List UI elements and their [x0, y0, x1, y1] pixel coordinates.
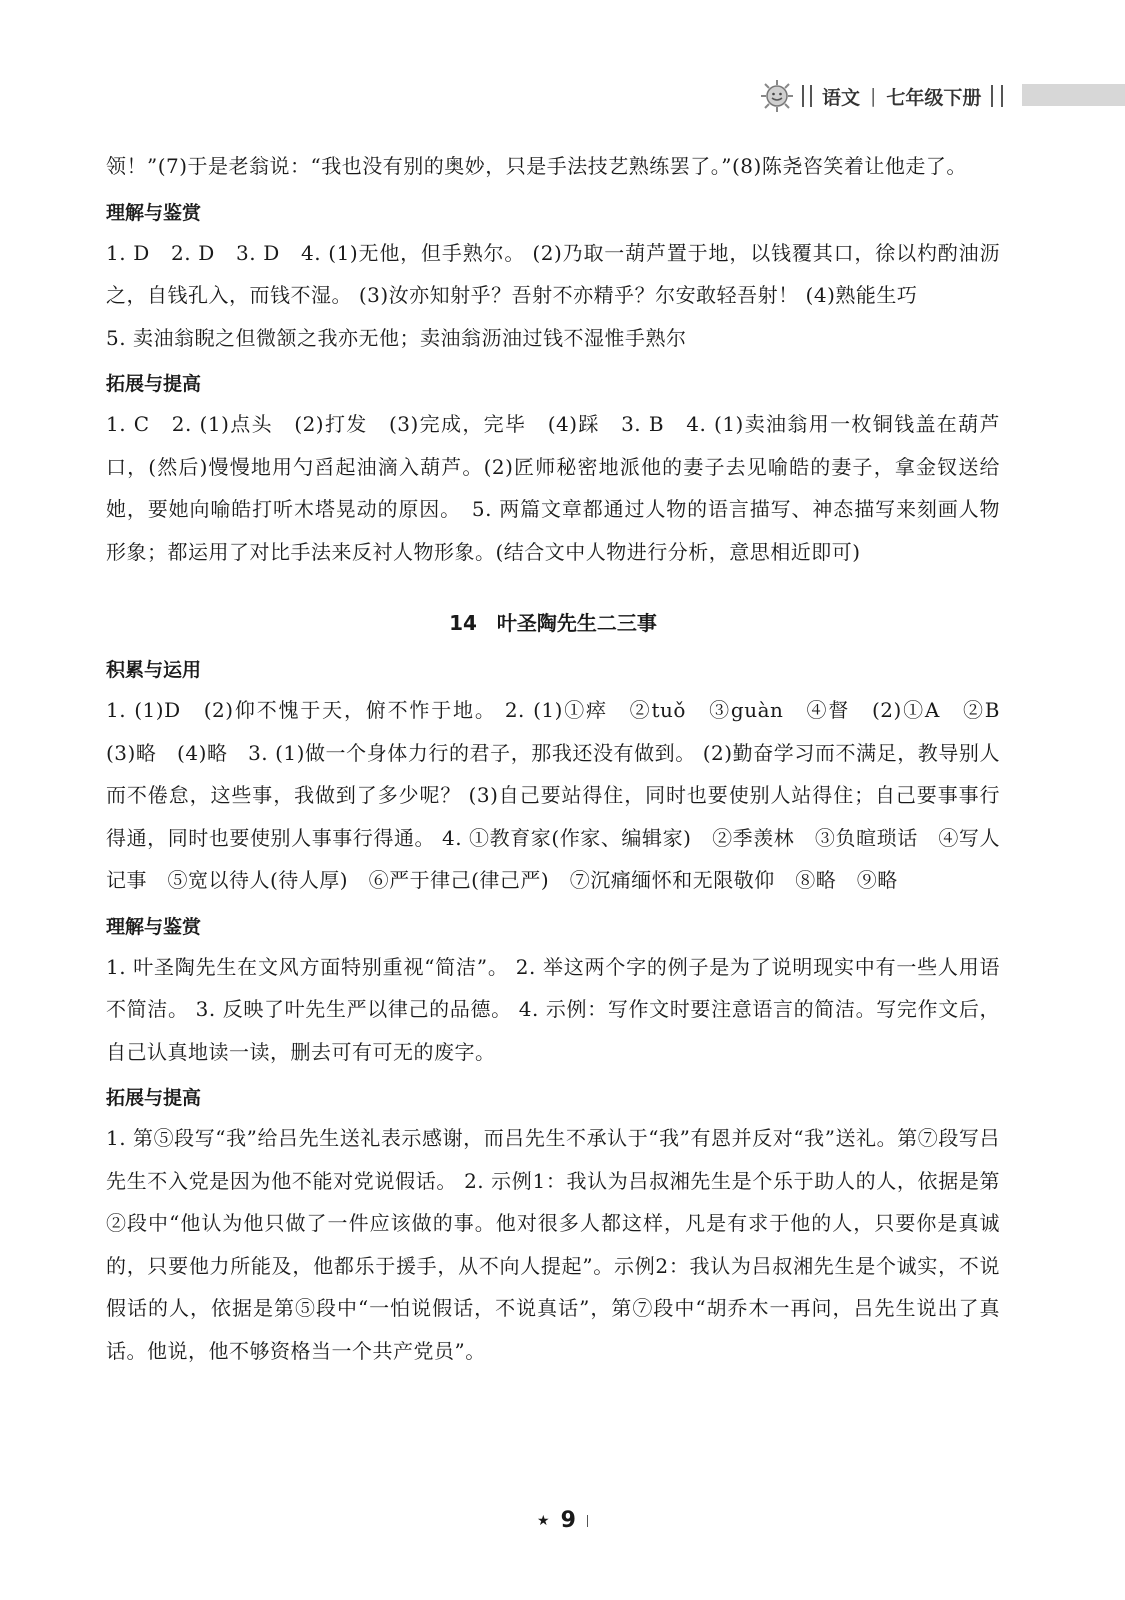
- footer-tick: [587, 1515, 588, 1527]
- section-heading-understanding-1: 理解与鉴赏: [106, 201, 202, 224]
- star-icon: ★: [536, 1512, 550, 1529]
- section1-para-1: 1. D 2. D 3. D 4. (1)无他，但手熟尔。 (2)乃取一葫芦置于地，以钱覆其口，徐以杓酌油沥之，自钱孔入，而钱不湿。 (3)汝亦知射乎？吾射不亦精乎？尔安敢轻吾射！ (4)熟能生巧: [106, 240, 1000, 307]
- page-footer: [0, 1508, 1125, 1533]
- section2-para-1: 1. C 2. (1)点头 (2)打发 (3)完成，完毕 (4)踩 3. B 4. (1)卖油翁用一枚铜钱盖在葫芦口，(然后)慢慢地用勺舀起油滴入葫芦。(2)匠师秘密地派他的妻子去见喻皓的妻子，拿金钗送给她，要她向喻皓打听木塔晃动的原因。 5. 两篇文章都通过人物的语言描写、神态描写来刻画人物形象；都运用了对比手法来反衬人物形象。(结合文中人物进行分析，意思相近即可): [106, 412, 1000, 564]
- answer-content: [106, 145, 1021, 1372]
- section-heading-understanding-2: 理解与鉴赏: [106, 915, 202, 938]
- header-end-bars: [991, 85, 1003, 107]
- sun-mascot-icon: [760, 79, 794, 113]
- page-header: [760, 74, 1125, 118]
- header-grade: 七年级下册: [886, 86, 982, 109]
- lesson-title: 14 叶圣陶先生二三事: [449, 611, 657, 635]
- paragraph-continued: 领！”(7)于是老翁说：“我也没有别的奥妙，只是手法技艺熟练罢了。”(8)陈尧咨笑着让他走了。: [106, 154, 967, 178]
- section-heading-extension-1: 拓展与提高: [106, 373, 202, 395]
- section1-para-2: 5. 卖油翁睨之但微颔之我亦无他；卖油翁沥油过钱不湿惟手熟尔: [106, 325, 687, 350]
- section-heading-extension-2: 拓展与提高: [106, 1087, 202, 1109]
- page-number: 9: [560, 1508, 576, 1533]
- header-subject: 语文: [822, 86, 861, 109]
- section4-para-1: 1. 叶圣陶先生在文风方面特别重视“简洁”。 2. 举这两个字的例子是为了说明现实中有一些人用语不简洁。 3. 反映了叶先生严以律己的品德。 4. 示例：写作文时要注意语言的简洁。写完作文后，自己认真地读一读，删去可有可无的废字。: [106, 954, 1000, 1064]
- header-divider-bars: [802, 85, 812, 107]
- section5-para-1: 1. 第⑤段写“我”给吕先生送礼表示感谢，而吕先生不承认于“我”有恩并反对“我”送礼。第⑦段写吕先生不入党是因为他不能对党说假话。 2. 示例1：我认为吕叔湘先生是个乐于助人的人，依据是第②段中“他认为他只做了一件应该做的事。他对很多人都这样，凡是有求于他的人，只要你是真诚的，只要他力所能及，他都乐于援手，从不向人提起”。示例2：我认为吕叔湘先生是个诚实，不说假话的人，依据是第⑤段中“一怕说假话，不说真话”，第⑦段中“胡乔木一再问，吕先生说出了真话。他说，他不够资格当一个共产党员”。: [106, 1126, 1000, 1363]
- section-heading-accumulation: 积累与运用: [106, 659, 202, 681]
- section3-para-1: 1. (1)D (2)仰不愧于天，俯不怍于地。 2. (1)①瘁 ②tuǒ ③guàn ④督 (2)①A ②B (3)略 (4)略 3. (1)做一个身体力行的君子，那我还没有做到。 (2)勤奋学习而不满足，教导别人而不倦怠，这些事，我做到了多少呢？ (3)自己要站得住，同时也要使别人站得住；自己要事事行得通，同时也要使别人事事行得通。 4. ①教育家(作家、编辑家) ②季羡林 ③负暄琐话 ④写人记事 ⑤宽以待人(待人厚) ⑥严于律己(律己严) ⑦沉痛缅怀和无限敬仰 ⑧略 ⑨略: [106, 698, 1021, 892]
- header-separator: |: [870, 85, 877, 107]
